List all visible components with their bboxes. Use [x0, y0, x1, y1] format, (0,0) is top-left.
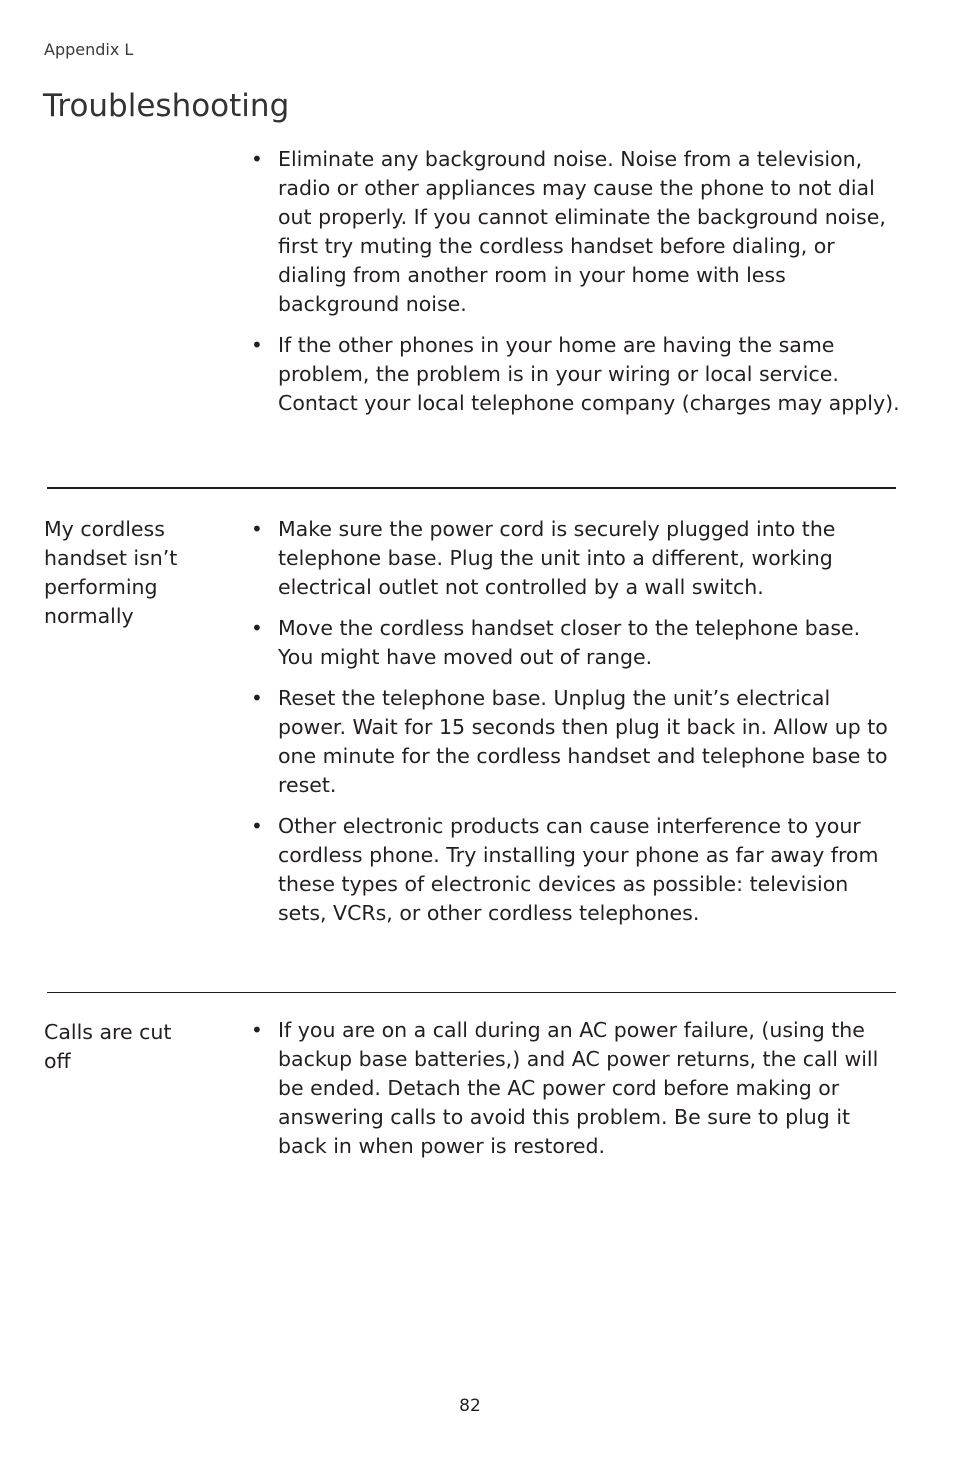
bullet-text: Move the cordless handset closer to the telephone base. You might have moved out of range. — [278, 616, 861, 669]
bullet-text: If the other phones in your home are having the same problem, the problem is in your wiring or local service. Contact your local telephone company (charges may apply). — [278, 333, 900, 415]
bullet-icon: • — [251, 814, 263, 838]
list-item — [248, 684, 900, 800]
list-item — [248, 1016, 900, 1161]
appendix-label: Appendix L — [44, 40, 134, 59]
bullet-icon: • — [251, 616, 263, 640]
bullet-text: Eliminate any background noise. Noise from a television, radio or other appliances may cause the phone to not dial out properly. If you cannot eliminate the background noise, first try muting the cordless handset before dialing, or dialing from another room in your home with less background noise. — [278, 147, 886, 316]
bullet-icon: • — [251, 686, 263, 710]
list-item — [248, 614, 900, 672]
bullet-text: Make sure the power cord is securely plugged into the telephone base. Plug the unit into a different, working electrical outlet not controlled by a wall switch. — [278, 517, 836, 599]
list-item — [248, 812, 900, 928]
bullet-text: If you are on a call during an AC power failure, (using the backup base batteries,) and AC power returns, the call will be ended. Detach the AC power cord before making or answering calls to avoid this problem. Be sure to plug it back in when power is restored. — [278, 1018, 879, 1158]
list-item — [248, 145, 900, 319]
bullet-text: Other electronic products can cause interference to your cordless phone. Try installing your phone as far away from these types of electronic devices as possible: television sets, VCRs, or other cordless telephones. — [278, 814, 879, 925]
bullet-icon: • — [251, 517, 263, 541]
section-divider — [47, 487, 896, 489]
page-number: 82 — [459, 1396, 481, 1416]
bullet-list — [248, 1016, 900, 1173]
bullet-text: Reset the telephone base. Unplug the unit’s electrical power. Wait for 15 seconds then plug it back in. Allow up to one minute for the cordless handset and telephone base to reset. — [278, 686, 888, 797]
list-item — [248, 515, 900, 602]
page-title: Troubleshooting — [43, 88, 290, 124]
issue-label: Calls are cut off — [44, 1020, 172, 1073]
list-item — [248, 331, 900, 418]
issue-label: My cordless handset isn’t performing normally — [44, 517, 178, 628]
bullet-icon: • — [251, 333, 263, 357]
bullet-icon: • — [251, 147, 263, 171]
section-divider — [47, 992, 896, 993]
bullet-icon: • — [251, 1018, 263, 1042]
bullet-list — [248, 515, 900, 940]
bullet-list — [248, 145, 900, 430]
